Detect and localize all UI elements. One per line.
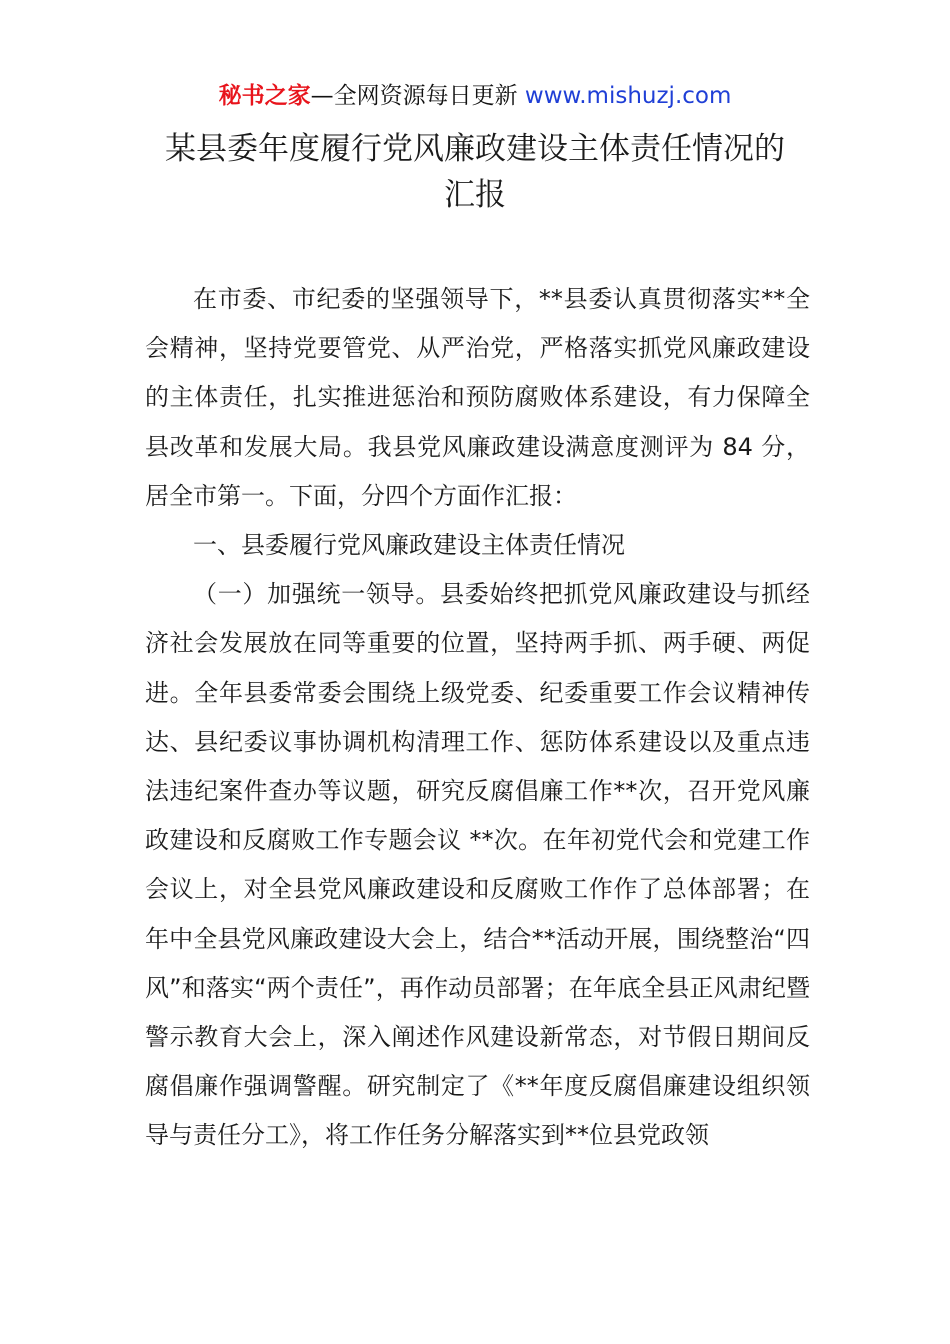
site-slogan: —全网资源每日更新 [310, 83, 518, 109]
document-title [120, 126, 830, 218]
brand-name: 秘书之家 [218, 83, 311, 109]
document-title-line-2: 汇报 [444, 177, 506, 213]
paragraph-intro: 在市委、市纪委的坚强领导下，**县委认真贯彻落实**全会精神，坚持党要管党、从严治党，严格落实抓党风廉政建设的主体责任，扎实推进惩治和预防腐败体系建设，有力保障全县改革和发展大局。我县党风廉政建设满意度测评为 84 分，居全市第一。下面，分四个方面作汇报： [145, 285, 810, 510]
section-heading-1: 一、县委履行党风廉政建设主体责任情况 [193, 531, 625, 560]
document-title-line-1: 某县委年度履行党风廉政建设主体责任情况的 [165, 131, 785, 167]
site-header [0, 80, 950, 112]
document-body [145, 275, 810, 1161]
paragraph-leadership: （一）加强统一领导。县委始终把抓党风廉政建设与抓经济社会发展放在同等重要的位置，坚持两手抓、两手硬、两促进。全年县委常委会围绕上级党委、纪委重要工作会议精神传达、县纪委议事协调机构清理工作、惩防体系建设以及重点违法违纪案件查办等议题，研究反腐倡廉工作**次，召开党风廉政建设和反腐败工作专题会议 **次。在年初党代会和党建工作会议上，对全县党风廉政建设和反腐败工作作了总体部署；在年中全县党风廉政建设大会上，结合**活动开展，围绕整治“四风”和落实“两个责任”，再作动员部署；在年底全县正风肃纪暨警示教育大会上，深入阐述作风建设新常态，对节假日期间反腐倡廉作强调警醒。研究制定了《**年度反腐倡廉建设组织领导与责任分工》，将工作任务分解落实到**位县党政领 [145, 580, 810, 1150]
site-url[interactable]: www.mishuzj.com [524, 83, 732, 109]
